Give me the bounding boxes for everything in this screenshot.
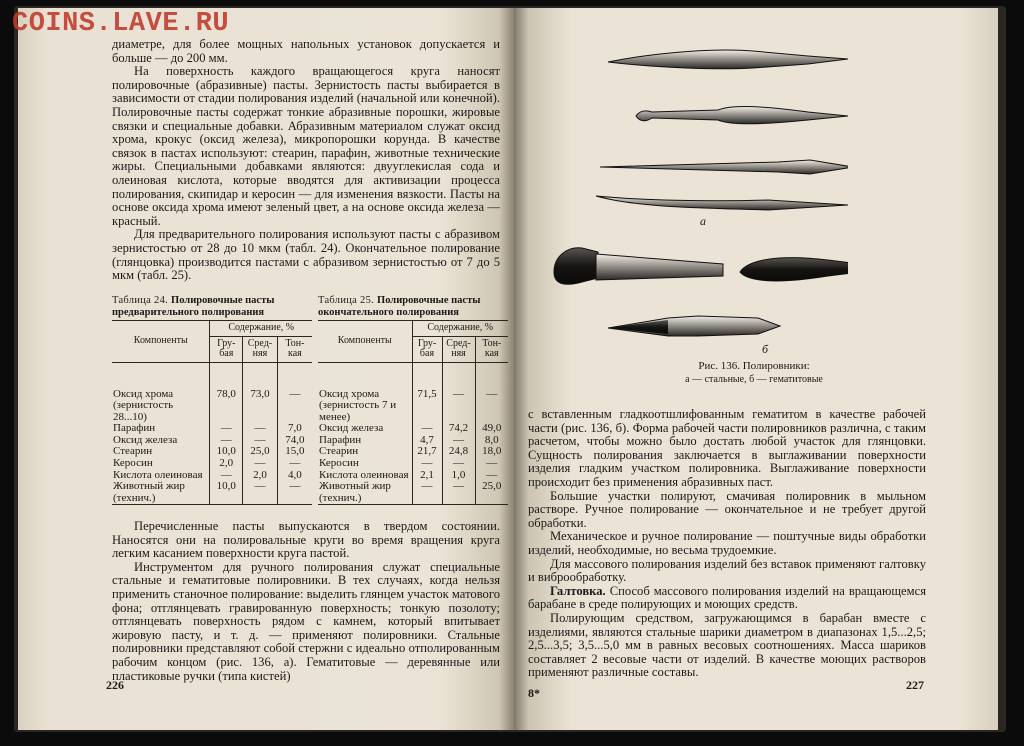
content-value: 25,0 xyxy=(475,481,508,505)
table25-caption: Таблица 25. Полировочные пасты окончательного полирования xyxy=(318,295,481,318)
content-value: 25,0 xyxy=(243,446,278,458)
content-value: 74,0 xyxy=(277,435,312,447)
table-row xyxy=(318,481,508,505)
table-row xyxy=(318,458,508,470)
content-value: — xyxy=(243,481,278,505)
hematite-burnisher-shank xyxy=(596,254,723,280)
content-value: — xyxy=(243,458,278,470)
component-name: Оксид железа xyxy=(113,433,178,446)
component-name: Оксид хрома (зернистость 28...10) xyxy=(113,387,174,423)
component-name: Стеарин xyxy=(319,445,359,458)
watermark: COINS.LAVE.RU xyxy=(12,9,230,39)
content-value: 71,5 xyxy=(412,362,442,423)
content-value: 4,0 xyxy=(277,470,312,482)
right-text xyxy=(528,408,926,680)
column-header: Гру-бая xyxy=(412,336,442,362)
column-header: Содержание, % xyxy=(210,321,312,337)
content-value: — xyxy=(277,362,312,423)
content-value: — xyxy=(475,458,508,470)
paragraph: диаметре, для более мощных напольных установок допускается и больше — до 200 мм. xyxy=(112,37,500,65)
component-name: Керосин xyxy=(319,457,359,470)
content-value: — xyxy=(442,362,475,423)
paragraph: Для массового полирования изделий без вставок применяют галтовку и виброобработку. xyxy=(528,556,926,585)
content-value: — xyxy=(210,435,243,447)
steel-burnisher-2 xyxy=(636,107,848,124)
content-value: 49,0 xyxy=(475,423,508,435)
burnishers-illustration xyxy=(548,36,848,366)
hematite-burnisher-tip xyxy=(740,258,848,281)
content-value: 4,7 xyxy=(412,435,442,447)
content-value: — xyxy=(243,423,278,435)
content-value: 2,0 xyxy=(210,458,243,470)
content-value: 7,0 xyxy=(277,423,312,435)
component-name: Животный жир (технич.) xyxy=(319,480,391,504)
content-value: — xyxy=(412,458,442,470)
table-row xyxy=(112,362,312,423)
page-number: 227 xyxy=(906,678,924,692)
column-header: Сред-няя xyxy=(442,336,475,362)
content-value: 18,0 xyxy=(475,446,508,458)
page-number: 226 xyxy=(106,678,124,692)
table-row xyxy=(112,458,312,470)
paragraph: Механическое и ручное полирование — поштучные виды обработки изделий, необходимые, но весьма трудоемкие. xyxy=(528,529,926,557)
content-value: 2,0 xyxy=(243,470,278,482)
table24-caption: Таблица 24. Полировочные пасты предварительного полирования xyxy=(112,295,275,318)
content-value: — xyxy=(277,481,312,505)
paragraph: На поверхность каждого вращающегося круга наносят полировочные (абразивные) пасты. Зернистость пасты выбирается в зависимости от стадии полирования изделий (начальной или конечной). Полировочные пасты содержат тонкие абразивные порошки, жировые связки и специальные добавки. Абразивным материалом служат оксид хрома, крокус (оксид железа), микропорошки корунда. В качестве связок в пастах используют: стеарин, парафин, животные технические жиры. Специальными добавками являются: двууглекислая сода и олеиновая кислота, которые вводятся для активизации процесса полирования, скипидар и керосин — для изменения вязкости. Пасты на основе оксида хрома имеют зеленый цвет, а на основе оксида железа — красный. xyxy=(112,64,500,228)
left-bottom-text xyxy=(112,520,500,683)
content-value: 73,0 xyxy=(243,362,278,423)
table-row xyxy=(112,481,312,505)
paragraph: Инструментом для ручного полирования служат специальные стальные и гематитовые полировники. В тех случаях, когда нельзя применить станочное полирование: выделить глянцем участок матового фона; отглянцевать гравированную поверхность; тонкую позолоту; отглянцевать поверхность рядом с камнем, который впитывает жировую пасту, и т. д. — применяют полировники. Стальные полировники представляют собой стержни с идеально отполированным рабочим концом (рис. 136, а). Гематитовые — деревянные или пластиковые ручки (типа кистей) xyxy=(112,559,501,683)
content-value: — xyxy=(412,423,442,435)
content-value: 2,1 xyxy=(412,470,442,482)
content-value: — xyxy=(442,481,475,505)
paragraph: Галтовка. Способ массового полирования изделий на вращающемся барабане в среде полирующих и моющих средств. xyxy=(528,583,926,612)
paragraph: Перечисленные пасты выпускаются в твердом состоянии. Наносятся они на полировальные круги во время вращения круга легким касанием поверхности круга пастой. xyxy=(112,519,500,561)
column-header: Содержание, % xyxy=(412,321,508,337)
content-value: 78,0 xyxy=(210,362,243,423)
paragraph: с вставленным гладкоотшлифованным гематитом в качестве рабочей части (рис. 136, б). Форма рабочей части полировников различна, с таким расчетом, чтобы можно было достать любой участок для глянцовки. Сущность полирования заключается в выглаживании поверхности изделия гладким участком полировника. Выглаживание поверхности происходит без применения абразивных паст. xyxy=(528,407,926,489)
paragraph: Большие участки полируют, смачивая полировник в мыльном растворе. Ручное полирование — окончательное и не требует другой обработки. xyxy=(528,488,926,530)
steel-burnisher-4 xyxy=(596,196,848,210)
content-value: 15,0 xyxy=(277,446,312,458)
steel-burnisher-3 xyxy=(600,160,848,174)
component-name: Животный жир (технич.) xyxy=(113,480,185,504)
figure-caption: Рис. 136. Полировники: а — стальные, б — гематитовые xyxy=(685,360,823,385)
column-header: Компоненты xyxy=(318,321,412,363)
component-name: Керосин xyxy=(113,457,153,470)
content-value: — xyxy=(210,423,243,435)
column-header: Сред-няя xyxy=(243,336,278,362)
signature-mark: 8* xyxy=(528,686,540,700)
component-name: Парафин xyxy=(319,433,362,446)
component-name: Стеарин xyxy=(113,445,153,458)
content-value: 10,0 xyxy=(210,446,243,458)
component-name: Оксид хрома (зернистость 7 и менее) xyxy=(319,387,397,423)
column-header: Гру-бая xyxy=(210,336,243,362)
column-header: Тон-кая xyxy=(277,336,312,362)
content-value: — xyxy=(277,458,312,470)
right-page xyxy=(514,8,998,730)
run-in-heading: Галтовка. xyxy=(550,583,606,598)
book-spread xyxy=(14,6,1006,732)
component-name: Кислота олеиновая xyxy=(113,468,203,481)
content-value: 10,0 xyxy=(210,481,243,505)
content-value: — xyxy=(243,435,278,447)
content-value: — xyxy=(442,435,475,447)
paragraph: Для предварительного полирования используют пасты с абразивом зернистостью от 28 до 10 мкм (табл. 24). Окончательное полирование (глянцовка) производится пастами с абразивом зернистостью от 7 до 5 мкм (табл. 25). xyxy=(112,227,500,283)
steel-burnisher-1 xyxy=(608,50,848,69)
content-value: — xyxy=(442,458,475,470)
paragraph: Полирующим средством, загружающимся в барабан вместе с изделиями, являются стальные шарики диаметром в диапазонах 1,5...2,5; 2,5...3,5; 3,5...5,0 мм в равных весовых соотношениях. Масса шариков составляет 2 весовые части от изделий. В качестве моющих растворов применяют различные составы. xyxy=(528,610,926,680)
component-name: Парафин xyxy=(113,422,156,435)
left-page xyxy=(18,8,514,730)
column-header: Тон-кая xyxy=(475,336,508,362)
left-top-text xyxy=(112,38,500,283)
content-value: 8,0 xyxy=(475,435,508,447)
content-value: — xyxy=(412,481,442,505)
content-value: 24,8 xyxy=(442,446,475,458)
content-value: — xyxy=(475,362,508,423)
component-name: Кислота олеиновая xyxy=(319,468,409,481)
content-value: 74,2 xyxy=(442,423,475,435)
content-value: 21,7 xyxy=(412,446,442,458)
figure-label-a: а xyxy=(700,214,706,228)
content-value: — xyxy=(475,470,508,482)
figure-label-b: б xyxy=(762,342,769,356)
table-row xyxy=(318,362,508,423)
table-25 xyxy=(318,320,508,505)
component-name: Оксид железа xyxy=(319,422,384,435)
table-24 xyxy=(112,320,312,505)
content-value: 1,0 xyxy=(442,470,475,482)
content-value: — xyxy=(210,470,243,482)
hematite-burnisher-handle xyxy=(554,248,598,285)
column-header: Компоненты xyxy=(112,321,210,363)
